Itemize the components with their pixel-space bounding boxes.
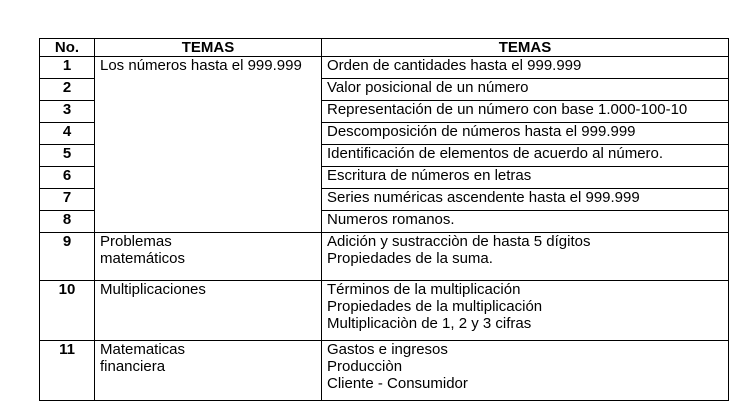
header-row [40,39,729,57]
row-number: 6 [40,167,95,189]
row-number: 11 [40,341,95,401]
subtopic-cell: Representación de un número con base 1.000-100-10 [322,101,729,123]
topic-line: Matematicas [100,341,186,358]
subtopic-line: Multiplicaciòn de 1, 2 y 3 cifras [327,315,532,332]
subtopic-cell: Identificación de elementos de acuerdo al número. [322,145,729,167]
table-row [40,281,729,341]
subtopic-cell: Descomposición de números hasta el 999.999 [322,123,729,145]
subtopic-line: Términos de la multiplicación [327,281,521,298]
topic-cell: Los números hasta el 999.999 [95,57,322,233]
row-number: 4 [40,123,95,145]
topic-cell [95,281,322,341]
topic-line: matemáticos [100,250,186,267]
header-no: No. [40,39,95,57]
topic-line: financiera [100,358,166,375]
subtopic-line: Adición y sustracciòn de hasta 5 dígitos [327,233,591,250]
subtopic-cell: Valor posicional de un número [322,79,729,101]
header-temas-detail: TEMAS [322,39,729,57]
row-number: 10 [40,281,95,341]
subtopic-line: Cliente - Consumidor [327,375,468,392]
subtopic-cell [322,341,729,401]
subtopic-line: Propiedades de la suma. [327,250,493,267]
subtopic-cell [322,233,729,281]
topic-cell [95,233,322,281]
subtopic-cell [322,281,729,341]
subtopic-cell: Series numéricas ascendente hasta el 999.999 [322,189,729,211]
topic-line: Multiplicaciones [100,281,206,298]
topic-cell [95,341,322,401]
topic-line: Problemas [100,233,172,250]
subtopic-line: Gastos e ingresos [327,341,448,358]
row-number: 7 [40,189,95,211]
row-number: 2 [40,79,95,101]
row-number: 3 [40,101,95,123]
subtopic-line: Producciòn [327,358,403,375]
subtopic-cell: Escritura de números en letras [322,167,729,189]
row-number: 5 [40,145,95,167]
table-row [40,233,729,281]
row-number: 1 [40,57,95,79]
subtopic-line: Propiedades de la multiplicación [327,298,543,315]
row-number: 8 [40,211,95,233]
table-row [40,57,729,79]
table-row [40,341,729,401]
subtopic-cell: Numeros romanos. [322,211,729,233]
header-temas: TEMAS [95,39,322,57]
subtopic-cell: Orden de cantidades hasta el 999.999 [322,57,729,79]
topics-table [39,38,729,401]
row-number: 9 [40,233,95,281]
